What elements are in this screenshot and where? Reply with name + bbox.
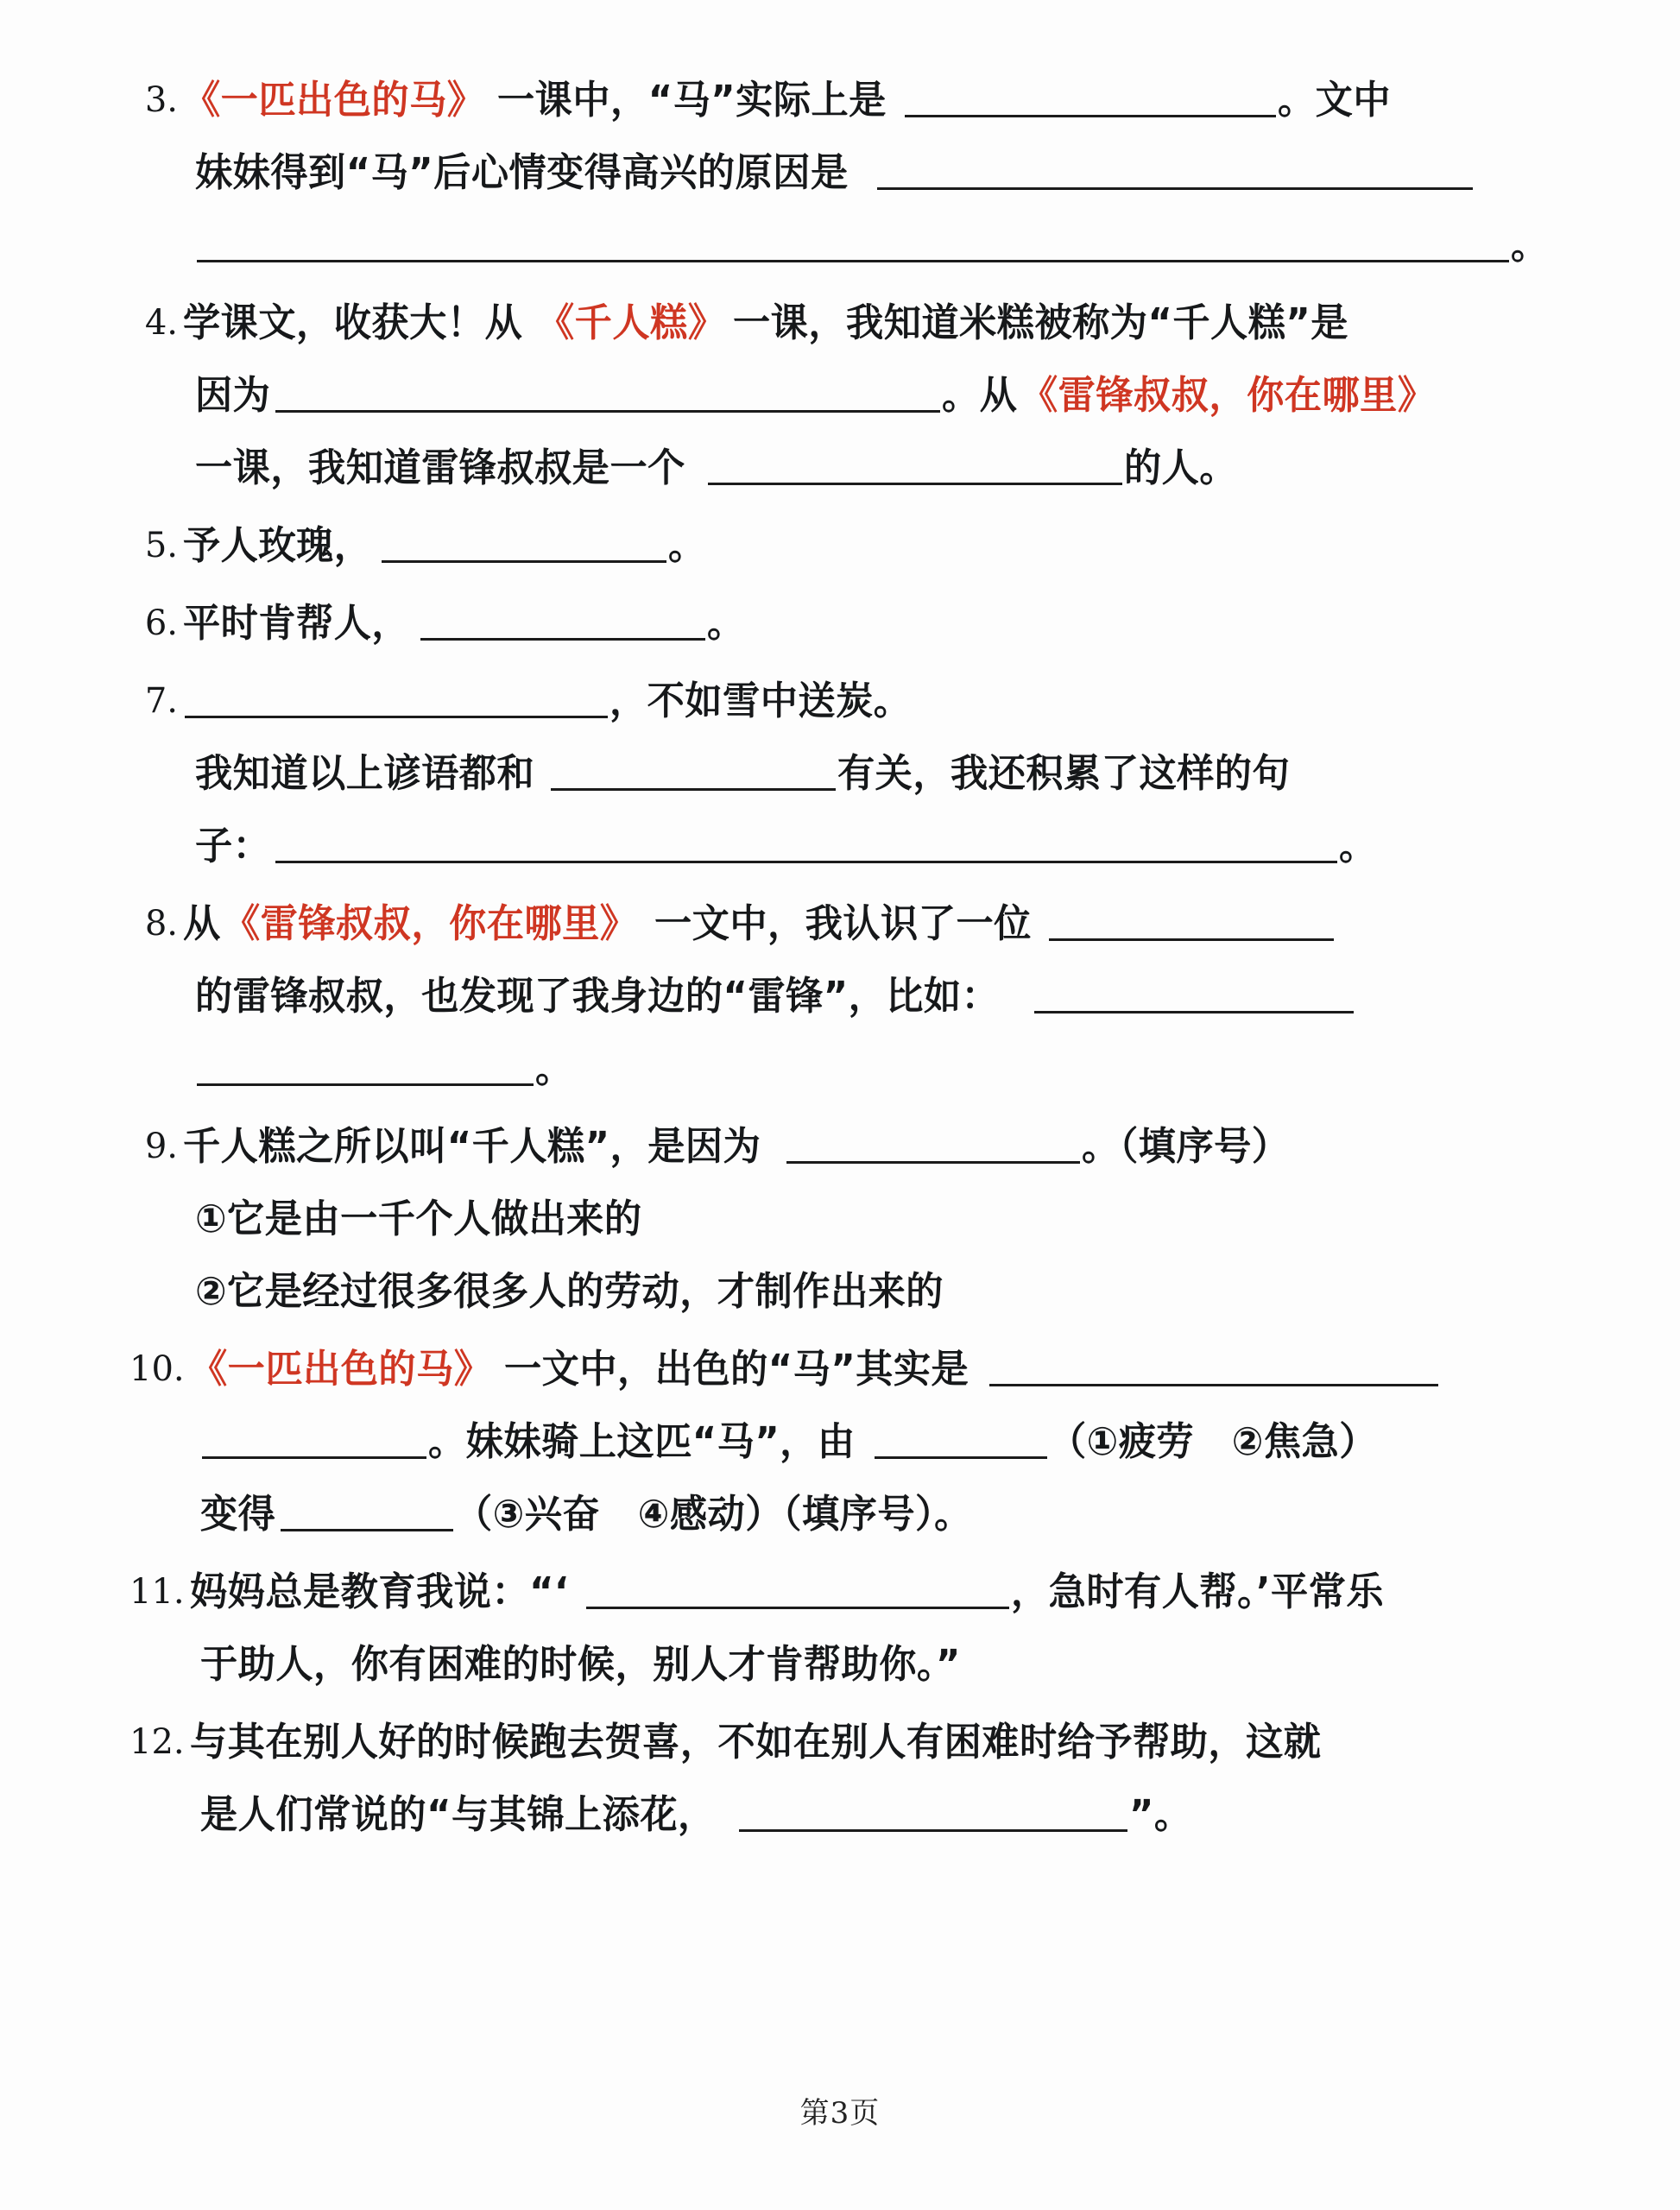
question-number-spacer bbox=[129, 155, 183, 199]
question-item bbox=[129, 1545, 1580, 1690]
question-line bbox=[129, 1468, 1580, 1540]
book-title-text: 《雷锋叔叔，你在哪里》 bbox=[222, 900, 638, 946]
question-number-spacer bbox=[129, 1274, 183, 1317]
question-text: 。 bbox=[1511, 222, 1549, 268]
question-text: 一文中，出色的“马”其实是 bbox=[503, 1346, 969, 1392]
question-text: 妹妹得到“马”后心情变得高兴的原因是 bbox=[195, 149, 849, 195]
question-number: 6. bbox=[144, 603, 178, 643]
question-number: 7. bbox=[144, 681, 178, 721]
question-number-spacer bbox=[129, 378, 183, 421]
answer-blank[interactable] bbox=[586, 1562, 1009, 1609]
question-line bbox=[129, 1100, 1580, 1172]
answer-blank[interactable] bbox=[185, 671, 608, 718]
answer-blank[interactable] bbox=[786, 1116, 1080, 1164]
question-text: 。 bbox=[1339, 823, 1377, 868]
question-text: 。文中 bbox=[1277, 77, 1391, 123]
question-text: 我知道以上谚语都和 bbox=[195, 750, 535, 796]
question-line bbox=[129, 727, 1580, 799]
answer-blank[interactable] bbox=[420, 593, 705, 641]
question-item bbox=[129, 1100, 1580, 1317]
question-text: 于助人，你有困难的时候，别人才肯帮助你。” bbox=[200, 1641, 961, 1687]
question-line bbox=[129, 577, 1580, 649]
question-text: 是人们常说的“与其锦上添花， bbox=[200, 1791, 716, 1837]
question-number: 11. bbox=[129, 1572, 185, 1612]
question-text: 变得 bbox=[200, 1491, 276, 1537]
question-text: 的人。 bbox=[1123, 445, 1237, 490]
question-item bbox=[129, 877, 1580, 1095]
book-title-text: 《千人糕》 bbox=[536, 300, 725, 345]
question-item bbox=[129, 276, 1580, 494]
question-text: ②它是经过很多很多人的劳动，才制作出来的 bbox=[195, 1268, 944, 1314]
answer-blank[interactable] bbox=[275, 816, 1337, 863]
answer-blank[interactable] bbox=[877, 142, 1473, 190]
question-item bbox=[129, 1695, 1580, 1841]
question-number-spacer bbox=[129, 829, 183, 872]
question-line bbox=[129, 877, 1580, 950]
question-number-spacer bbox=[129, 228, 183, 271]
page-number-footer: 第3页 bbox=[799, 2096, 881, 2131]
question-text: 一课中，“马”实际上是 bbox=[497, 77, 887, 123]
question-line bbox=[129, 654, 1580, 727]
question-line bbox=[129, 54, 1580, 126]
question-line bbox=[129, 1022, 1580, 1095]
question-line bbox=[129, 276, 1580, 349]
answer-blank[interactable] bbox=[275, 365, 940, 413]
question-text: 一文中，我认识了一位 bbox=[654, 900, 1032, 946]
question-text: 从 bbox=[183, 900, 221, 946]
question-text: 。从 bbox=[942, 372, 1018, 418]
question-text: 。（填序号） bbox=[1082, 1123, 1290, 1169]
question-line bbox=[129, 1245, 1580, 1317]
question-line bbox=[129, 950, 1580, 1022]
question-text: 一课，我知道米糕被称为“千人糕”是 bbox=[733, 300, 1348, 345]
question-number-spacer bbox=[129, 1797, 188, 1841]
answer-blank[interactable] bbox=[1034, 966, 1354, 1013]
question-line bbox=[129, 199, 1580, 271]
question-text: 与其在别人好的时候跑去贺喜，不如在别人有困难时给予帮助，这就 bbox=[189, 1719, 1322, 1765]
answer-blank[interactable] bbox=[739, 1784, 1127, 1832]
question-text: 予人玫瑰， bbox=[183, 522, 372, 568]
answer-blank[interactable] bbox=[708, 438, 1122, 485]
question-number: 8. bbox=[144, 904, 178, 944]
question-text: 学课文，收获大！从 bbox=[183, 300, 523, 345]
question-number: 5. bbox=[144, 526, 178, 565]
question-text: 有关，我还积累了这样的句 bbox=[837, 750, 1290, 796]
question-number-spacer bbox=[129, 1497, 188, 1540]
questions-container bbox=[129, 54, 1580, 1846]
question-line bbox=[129, 799, 1580, 872]
answer-blank[interactable] bbox=[989, 1339, 1438, 1386]
question-text: 千人糕之所以叫“千人糕”，是因为 bbox=[183, 1123, 761, 1169]
question-number: 4. bbox=[144, 303, 178, 343]
question-text: 子： bbox=[195, 823, 271, 868]
question-line bbox=[129, 1395, 1580, 1468]
answer-blank[interactable] bbox=[382, 515, 666, 563]
question-number-spacer bbox=[129, 756, 183, 799]
answer-blank[interactable] bbox=[905, 70, 1276, 117]
question-number-spacer bbox=[129, 979, 183, 1022]
question-text: ，不如雪中送炭。 bbox=[609, 678, 912, 723]
question-number-spacer bbox=[129, 1424, 188, 1468]
question-item bbox=[129, 1323, 1580, 1540]
answer-blank[interactable] bbox=[551, 743, 836, 791]
question-number: 3. bbox=[144, 80, 178, 120]
question-text: （③兴奋 ④感动）（填序号）。 bbox=[455, 1491, 972, 1537]
question-text: ，急时有人帮。’平常乐 bbox=[1010, 1569, 1384, 1614]
book-title-text: 《一匹出色的马》 bbox=[189, 1346, 492, 1392]
question-text: 平时肯帮人， bbox=[183, 600, 410, 646]
book-title-text: 《一匹出色的马》 bbox=[183, 77, 485, 123]
question-line bbox=[129, 1172, 1580, 1245]
question-text: 一课，我知道雷锋叔叔是一个 bbox=[195, 445, 685, 490]
question-number-spacer bbox=[129, 1202, 183, 1245]
answer-blank[interactable] bbox=[875, 1411, 1047, 1459]
question-line bbox=[129, 1618, 1580, 1690]
question-text: 。 bbox=[535, 1045, 573, 1091]
question-number-spacer bbox=[129, 1647, 188, 1690]
question-item bbox=[129, 654, 1580, 872]
question-number: 12. bbox=[129, 1722, 185, 1762]
answer-blank[interactable] bbox=[281, 1484, 453, 1531]
question-text: 妈妈总是教育我说：“‘ bbox=[189, 1569, 569, 1614]
question-text: ①它是由一千个人做出来的 bbox=[195, 1196, 642, 1241]
question-line bbox=[129, 421, 1580, 494]
question-text: ”。 bbox=[1128, 1791, 1192, 1837]
question-line bbox=[129, 499, 1580, 571]
question-number: 9. bbox=[144, 1127, 178, 1166]
answer-blank[interactable] bbox=[197, 1039, 534, 1086]
question-line bbox=[129, 349, 1580, 421]
question-line bbox=[129, 1768, 1580, 1841]
question-item bbox=[129, 499, 1580, 571]
question-line bbox=[129, 126, 1580, 199]
answer-blank[interactable] bbox=[202, 1411, 426, 1459]
question-text: 。 bbox=[667, 522, 706, 568]
question-line bbox=[129, 1545, 1580, 1618]
question-text: 的雷锋叔叔，也发现了我身边的“雷锋”，比如： bbox=[195, 973, 1000, 1019]
question-number-spacer bbox=[129, 1051, 183, 1095]
question-number-spacer bbox=[129, 451, 183, 494]
question-text: 。妹妹骑上这匹“马”，由 bbox=[428, 1418, 856, 1464]
answer-blank[interactable] bbox=[197, 215, 1509, 262]
question-line bbox=[129, 1323, 1580, 1395]
question-line bbox=[129, 1695, 1580, 1768]
book-title-text: 《雷锋叔叔，你在哪里》 bbox=[1020, 372, 1436, 418]
question-text: （①疲劳 ②焦急） bbox=[1049, 1418, 1378, 1464]
question-text: 。 bbox=[707, 600, 745, 646]
question-item bbox=[129, 54, 1580, 271]
answer-blank[interactable] bbox=[1049, 893, 1334, 941]
question-text: 因为 bbox=[195, 372, 271, 418]
question-number: 10. bbox=[129, 1349, 185, 1389]
question-item bbox=[129, 577, 1580, 649]
